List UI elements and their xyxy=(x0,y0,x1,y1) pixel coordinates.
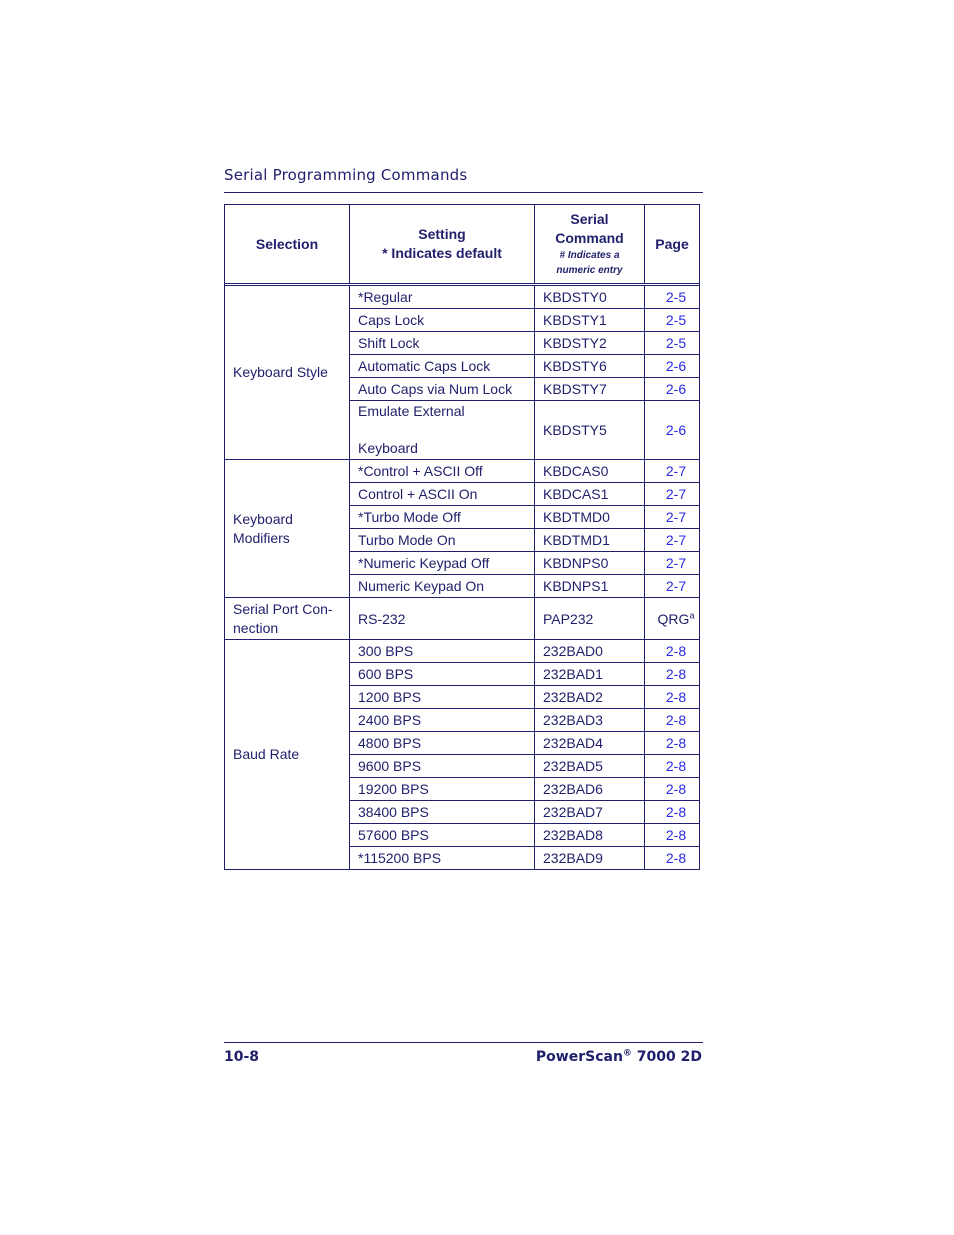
col-header-command-note1: # Indicates a xyxy=(559,250,620,261)
col-header-setting-line1: Setting xyxy=(418,226,466,242)
selection-line1: Keyboard xyxy=(233,510,293,527)
command-cell: 232BAD6 xyxy=(535,778,645,801)
setting-cell xyxy=(350,401,535,460)
command-cell: KBDSTY6 xyxy=(535,355,645,378)
setting-cell: 300 BPS xyxy=(350,640,535,663)
command-cell: 232BAD2 xyxy=(535,686,645,709)
page-link[interactable]: 2-7 xyxy=(645,529,700,552)
command-cell: KBDSTY2 xyxy=(535,332,645,355)
page-link[interactable]: 2-7 xyxy=(645,575,700,598)
footer-page-number: 10-8 xyxy=(224,1049,260,1065)
page-link[interactable]: 2-6 xyxy=(645,401,700,460)
col-header-setting-line2: * Indicates default xyxy=(382,245,502,261)
setting-cell: 19200 BPS xyxy=(350,778,535,801)
page-link[interactable]: 2-8 xyxy=(645,801,700,824)
command-cell: 232BAD0 xyxy=(535,640,645,663)
setting-cell: 38400 BPS xyxy=(350,801,535,824)
setting-cell: *Regular xyxy=(350,286,535,309)
command-cell: 232BAD9 xyxy=(535,847,645,870)
setting-cell: *Turbo Mode Off xyxy=(350,506,535,529)
page-header-title: Serial Programming Commands xyxy=(224,166,468,184)
setting-cell: 57600 BPS xyxy=(350,824,535,847)
command-cell: KBDSTY5 xyxy=(535,401,645,460)
command-cell: KBDSTY0 xyxy=(535,286,645,309)
page-reference xyxy=(645,598,700,640)
table-row xyxy=(225,640,700,663)
page-link[interactable]: 2-8 xyxy=(645,686,700,709)
command-cell: 232BAD8 xyxy=(535,824,645,847)
page-link[interactable]: 2-7 xyxy=(645,460,700,483)
selection-baud-rate: Baud Rate xyxy=(225,640,350,870)
setting-cell: RS-232 xyxy=(350,598,535,640)
setting-cell: *115200 BPS xyxy=(350,847,535,870)
setting-cell: Automatic Caps Lock xyxy=(350,355,535,378)
col-header-command-line2: Command xyxy=(555,230,624,246)
page-link[interactable]: 2-5 xyxy=(645,332,700,355)
page-link[interactable]: 2-8 xyxy=(645,755,700,778)
setting-cell: *Control + ASCII Off xyxy=(350,460,535,483)
setting-cell: Turbo Mode On xyxy=(350,529,535,552)
command-cell: KBDTMD0 xyxy=(535,506,645,529)
command-cell: KBDNPS1 xyxy=(535,575,645,598)
page-link[interactable]: 2-7 xyxy=(645,483,700,506)
command-cell: 232BAD4 xyxy=(535,732,645,755)
page-link[interactable]: 2-8 xyxy=(645,732,700,755)
page-link[interactable]: 2-7 xyxy=(645,552,700,575)
page-link[interactable]: 2-5 xyxy=(645,309,700,332)
col-header-selection: Selection xyxy=(225,205,350,284)
product-model: 7000 2D xyxy=(631,1049,702,1065)
setting-line2: Keyboard xyxy=(358,440,418,456)
setting-cell: Numeric Keypad On xyxy=(350,575,535,598)
col-header-setting xyxy=(350,205,535,284)
command-cell: KBDCAS0 xyxy=(535,460,645,483)
page-link[interactable]: 2-6 xyxy=(645,355,700,378)
page-link[interactable]: 2-8 xyxy=(645,709,700,732)
command-cell: KBDSTY7 xyxy=(535,378,645,401)
product-name: PowerScan xyxy=(535,1049,623,1065)
header-rule xyxy=(224,192,703,193)
page-reference-text: QRG xyxy=(657,610,690,627)
setting-gap xyxy=(358,421,534,439)
page-link[interactable]: 2-8 xyxy=(645,778,700,801)
selection-line1: Serial Port Con- xyxy=(233,600,333,617)
setting-cell: Auto Caps via Num Lock xyxy=(350,378,535,401)
table-header-row xyxy=(225,205,700,284)
page-link[interactable]: 2-7 xyxy=(645,506,700,529)
registered-mark: ® xyxy=(622,1048,632,1059)
command-cell: 232BAD3 xyxy=(535,709,645,732)
col-header-command-line1: Serial xyxy=(570,211,609,227)
footnote-marker: a xyxy=(689,609,695,620)
setting-cell: 1200 BPS xyxy=(350,686,535,709)
setting-cell: Control + ASCII On xyxy=(350,483,535,506)
setting-cell: Caps Lock xyxy=(350,309,535,332)
setting-line1: Emulate External xyxy=(358,403,465,419)
page-link[interactable]: 2-8 xyxy=(645,824,700,847)
command-cell: 232BAD5 xyxy=(535,755,645,778)
page-link[interactable]: 2-8 xyxy=(645,847,700,870)
col-header-command-note2: numeric entry xyxy=(556,265,623,276)
table-row xyxy=(225,286,700,309)
page-link[interactable]: 2-8 xyxy=(645,640,700,663)
selection-line2: Modifiers xyxy=(233,529,290,546)
command-cell: KBDNPS0 xyxy=(535,552,645,575)
command-cell: KBDSTY1 xyxy=(535,309,645,332)
setting-cell: 4800 BPS xyxy=(350,732,535,755)
col-header-command xyxy=(535,205,645,284)
selection-line2: nection xyxy=(233,619,279,636)
table-row xyxy=(225,460,700,483)
page-link[interactable]: 2-5 xyxy=(645,286,700,309)
table-row xyxy=(225,598,700,640)
command-cell: 232BAD1 xyxy=(535,663,645,686)
command-cell: KBDCAS1 xyxy=(535,483,645,506)
col-header-page: Page xyxy=(645,205,700,284)
setting-cell: 9600 BPS xyxy=(350,755,535,778)
setting-cell: Shift Lock xyxy=(350,332,535,355)
command-cell: 232BAD7 xyxy=(535,801,645,824)
setting-cell: 2400 BPS xyxy=(350,709,535,732)
selection-keyboard-modifiers xyxy=(225,460,350,598)
command-cell: PAP232 xyxy=(535,598,645,640)
selection-keyboard-style: Keyboard Style xyxy=(225,286,350,460)
setting-cell: *Numeric Keypad Off xyxy=(350,552,535,575)
page-link[interactable]: 2-6 xyxy=(645,378,700,401)
setting-cell: 600 BPS xyxy=(350,663,535,686)
command-cell: KBDTMD1 xyxy=(535,529,645,552)
serial-commands-table xyxy=(224,204,700,870)
selection-serial-port-connection xyxy=(225,598,350,640)
footer-rule xyxy=(224,1042,703,1043)
footer-product-name xyxy=(536,1049,702,1065)
page-link[interactable]: 2-8 xyxy=(645,663,700,686)
